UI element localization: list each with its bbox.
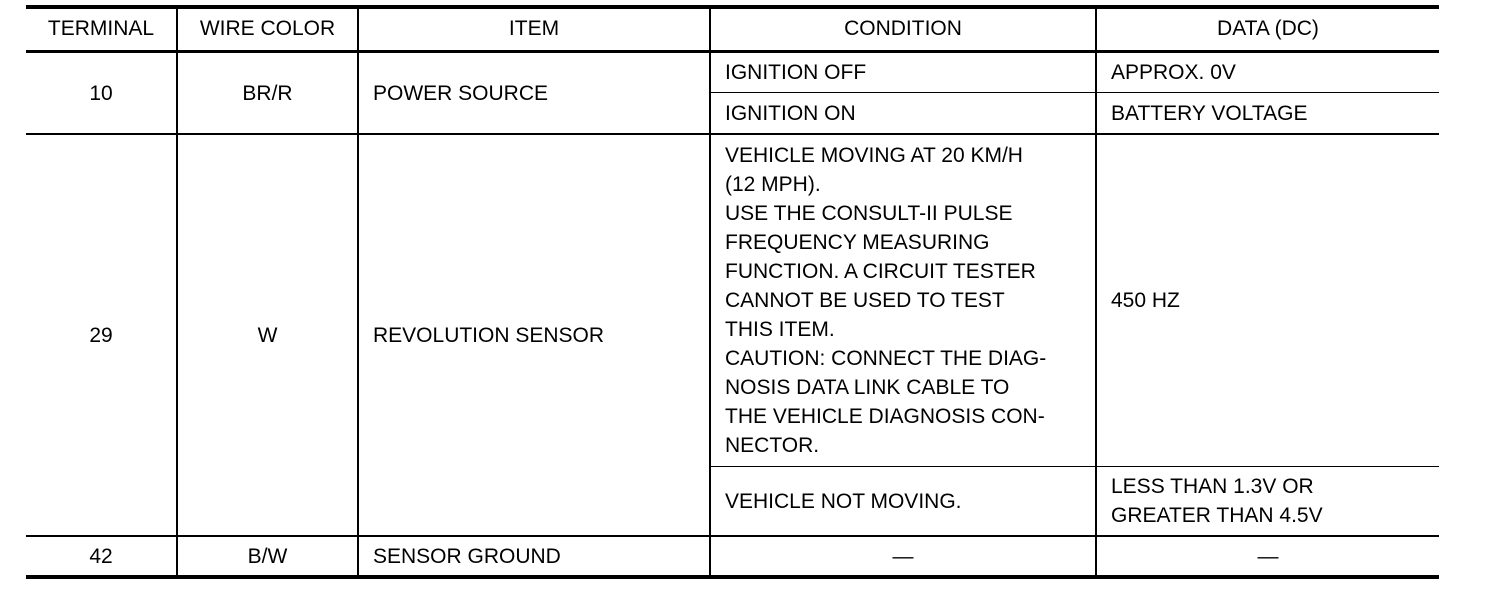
condition-cell: VEHICLE MOVING AT 20 KM/H (12 MPH). USE THE CONSULT-II PULSE FREQUENCY MEASURING FUNCTION. A CIRCUIT TESTER CANNOT BE USED TO TEST THIS ITEM. CAUTION: CONNECT THE DIAG- NOSIS DATA LINK CABLE TO THE VEHICLE DIAGNOSIS CON- NECTOR.: [710, 134, 1096, 467]
wire-color-cell: B/W: [177, 536, 358, 577]
table-row: [26, 536, 1439, 577]
data-cell: BATTERY VOLTAGE: [1096, 93, 1439, 135]
wire-color-cell: W: [177, 134, 358, 536]
item-cell: POWER SOURCE: [358, 52, 710, 135]
item-cell: SENSOR GROUND: [358, 536, 710, 577]
header-condition: CONDITION: [710, 7, 1096, 52]
header-item: ITEM: [358, 7, 710, 52]
condition-cell: IGNITION OFF: [710, 52, 1096, 93]
terminal-data-table: [26, 5, 1439, 579]
terminal-cell: 29: [26, 134, 177, 536]
data-cell: 450 HZ: [1096, 134, 1439, 467]
terminal-cell: 42: [26, 536, 177, 577]
condition-cell: —: [710, 536, 1096, 577]
data-cell: APPROX. 0V: [1096, 52, 1439, 93]
header-wire-color: WIRE COLOR: [177, 7, 358, 52]
condition-cell: VEHICLE NOT MOVING.: [710, 467, 1096, 537]
data-cell: —: [1096, 536, 1439, 577]
header-data: DATA (DC): [1096, 7, 1439, 52]
header-row: [26, 7, 1439, 52]
table-row: [26, 134, 1439, 467]
item-cell: REVOLUTION SENSOR: [358, 134, 710, 536]
wire-color-cell: BR/R: [177, 52, 358, 135]
header-terminal: TERMINAL: [26, 7, 177, 52]
table-row: [26, 52, 1439, 93]
terminal-cell: 10: [26, 52, 177, 135]
condition-cell: IGNITION ON: [710, 93, 1096, 135]
data-cell: LESS THAN 1.3V OR GREATER THAN 4.5V: [1096, 467, 1439, 537]
